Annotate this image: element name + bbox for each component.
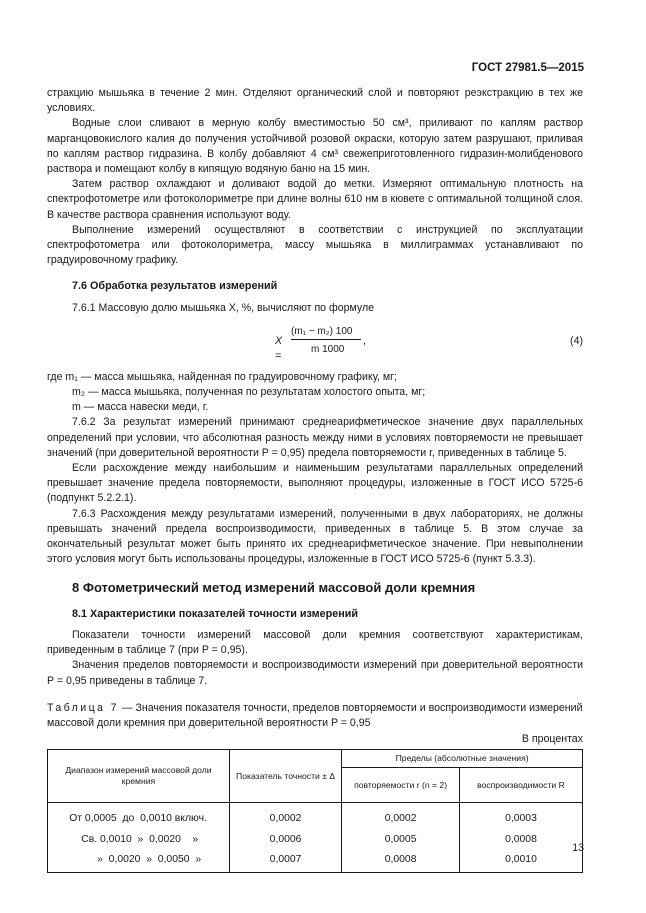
cell-repeatability: 0,0008	[342, 850, 460, 872]
formula-number: (4)	[570, 334, 583, 347]
formula-denominator: m 1000	[311, 343, 345, 355]
paragraph-2: Водные слои сливают в мерную колбу вместимостью 50 см³, приливают по каплям раствор марганцовокислого калия до получения устойчивой розовой окраски, которую затем разрушают, приливая по каплям раствор гидразина. В колбу добавляют 4 см³ свежеприготовленного гидразин-молибденового раствора и помещают колбу в кипящую водяную баню на 15 мин.	[47, 117, 583, 176]
table-row	[48, 803, 583, 830]
paragraph-1: стракцию мышьяка в течение 2 мин. Отделяют органический слой и повторяют реэкстракцию в тех же условиях.	[47, 87, 583, 115]
where-m1: где m₁ — масса мышьяка, найденная по градуировочному графику, мг;	[47, 370, 397, 383]
page-number: 13	[572, 842, 584, 854]
table-7	[47, 749, 583, 873]
formula-comma: ,	[363, 334, 366, 347]
paragraph-7-6-2-b: Если расхождение между наибольшим и наименьшим результатами параллельных определений превышает значение предела повторяемости, выполняют процедуры, изложенные в ГОСТ ИСО 5725-6 (подпункт 5.2.2.1).	[47, 462, 583, 505]
document-header: ГОСТ 27981.5—2015	[471, 62, 584, 74]
paragraph-7-6-1: 7.6.1 Массовую долю мышьяка X, %, вычисляют по формуле	[72, 301, 375, 314]
header-range: Диапазон измерений массовой доли кремния	[48, 750, 230, 803]
table-row	[48, 850, 583, 872]
header-reproducibility: воспроизводимости R	[459, 768, 582, 803]
fraction-bar	[291, 339, 361, 340]
formula-lhs: X =	[275, 334, 283, 363]
paragraph-8-1-a: Показатели точности измерений массовой доли кремния соответствуют характеристикам, приведенным в таблице 7 (при P = 0,95).	[47, 628, 583, 657]
cell-repeatability: 0,0002	[342, 803, 460, 830]
paragraph-7-6-2: 7.6.2 За результат измерений принимают среднеарифметическое значение двух параллельных определений при условии, что абсолютная разность между ними в условиях повторяемости не превышает значений (при доверительной вероятности P = 0,95) предела повторяемости r, приведенных в таблице 5.	[47, 416, 583, 459]
header-repeatability: повторяемости r (n = 2)	[342, 768, 460, 803]
page-content	[47, 86, 583, 873]
table-row	[48, 830, 583, 851]
where-m2: m₂ — масса мышьяка, полученная по результатам холостого опыта, мг;	[72, 386, 426, 399]
table-7-caption-text: — Значения показателя точности, пределов повторяемости и воспроизводимости измерений массовой доли кремния при доверительной вероятности P = 0,95	[47, 701, 583, 729]
header-limits: Пределы (абсолютные значения)	[342, 750, 583, 768]
where-m: m — масса навески меди, г.	[72, 401, 209, 414]
section-8-1-heading: 8.1 Характеристики показателей точности измерений	[72, 607, 359, 620]
formula-4	[47, 322, 583, 366]
section-8-heading: 8 Фотометрический метод измерений массовой доли кремния	[72, 580, 476, 596]
formula-numerator: (m₁ − m₂) 100	[291, 325, 353, 337]
table-7-caption	[47, 701, 583, 731]
cell-accuracy: 0,0007	[229, 850, 341, 872]
paragraph-4: Выполнение измерений осуществляют в соответствии с инструкцией по эксплуатации спектрофотометра или фотоколориметра, массу мышьяка в миллиграммах устанавливают по градуировочному графику.	[47, 223, 583, 267]
cell-reproducibility: 0,0003	[459, 803, 582, 830]
cell-reproducibility: 0,0010	[459, 850, 582, 872]
table-7-units: В процентах	[521, 733, 583, 746]
section-7-6-heading: 7.6 Обработка результатов измерений	[72, 280, 278, 293]
paragraph-3: Затем раствор охлаждают и доливают водой до метки. Измеряют оптимальную плотность на спектрофотометре или фотоколориметре при длине волны 610 нм в кювете с оптимальной толщиной слоя. В качестве раствора сравнения используют воду.	[47, 178, 583, 221]
cell-reproducibility: 0,0008	[459, 830, 582, 851]
paragraph-8-1-b: Значения пределов повторяемости и воспроизводимости измерений при доверительной вероятности P = 0,95 приведены в таблице 7.	[47, 659, 583, 687]
table-7-label: Таблица 7	[47, 701, 119, 714]
header-accuracy: Показатель точности ± Δ	[229, 750, 341, 803]
cell-accuracy: 0,0002	[229, 803, 341, 830]
cell-range: От 0,0005 до 0,0010 включ.	[48, 803, 230, 830]
cell-accuracy: 0,0006	[229, 830, 341, 851]
cell-range: Св. 0,0010 » 0,0020 »	[48, 830, 230, 851]
paragraph-7-6-3: 7.6.3 Расхождения между результатами измерений, полученными в двух лабораториях, не должны превышать значений предела воспроизводимости, приведенных в таблице 5. В этом случае за окончательный результат может быть принято их среднеарифметическое значение. При невыполнении этого условия могут быть использованы процедуры, изложенные в ГОСТ ИСО 5725-6 (пункт 5.3.3).	[47, 507, 583, 566]
cell-repeatability: 0,0005	[342, 830, 460, 851]
cell-range: » 0,0020 » 0,0050 »	[48, 850, 230, 872]
